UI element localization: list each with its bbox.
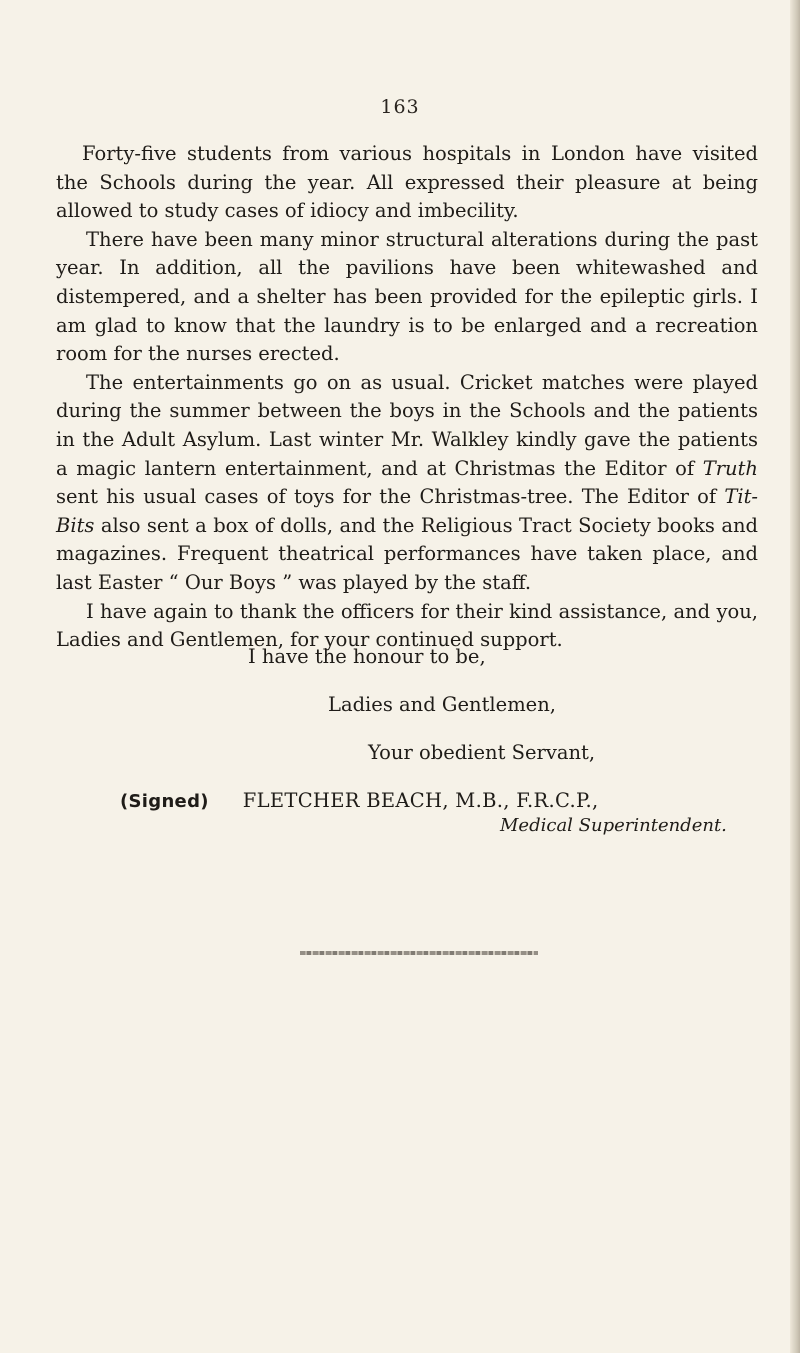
paragraph-thanks: I have again to thank the officers for their kind assistance, and you, Ladies and Gentlemen, for your continued support. bbox=[56, 599, 758, 652]
letter-body bbox=[56, 140, 758, 655]
paragraph-students: Forty-five students from various hospitals in London have visited the Schools during the year. All expressed their pleasure at being allowed to study cases of idiocy and imbecility. bbox=[56, 142, 758, 223]
closing-line-honour: I have the honour to be, bbox=[248, 645, 486, 668]
paragraph-entertainments bbox=[56, 369, 758, 598]
entertainments-text-a: The entertainments go on as usual. Cricket matches were played during the summer between the boys in the Schools and the patients in the Adult Asylum. Last winter Mr. Walkley kindly gave the patients a magic lantern entertainment, and at Christmas the Editor of bbox=[56, 370, 758, 480]
closing-line-servant: Your obedient Servant, bbox=[368, 741, 596, 764]
printer-rule-divider bbox=[300, 951, 538, 955]
signature-row bbox=[120, 789, 598, 814]
paragraph-alterations: There have been many minor structural alterations during the past year. In addition, all the pavilions have been whitewashed and distempered, and a shelter has been provided for the epileptic girls. I am glad to know that the laundry is to be enlarged and a recreation room for the nurses erected. bbox=[56, 227, 758, 366]
tit-bits-title: Tit-Bits bbox=[56, 485, 758, 537]
signed-label: (Signed) bbox=[120, 791, 209, 812]
signature-title: Medical Superintendent. bbox=[500, 815, 727, 836]
closing-line-salutation: Ladies and Gentlemen, bbox=[328, 693, 556, 716]
entertainments-text-b: sent his usual cases of toys for the Christmas-tree. The Editor of bbox=[56, 485, 725, 509]
entertainments-text-c: also sent a box of dolls, and the Religious Tract Society books and magazines. Frequent theatrical performances have taken place, and last Easter “ Our Boys ” was played by the staff. bbox=[56, 513, 758, 594]
truth-title: Truth bbox=[702, 456, 758, 480]
page-edge-shadow bbox=[790, 0, 800, 1353]
page-number: 163 bbox=[380, 96, 420, 118]
signature-name: FLETCHER BEACH, M.B., F.R.C.P., bbox=[242, 789, 599, 812]
